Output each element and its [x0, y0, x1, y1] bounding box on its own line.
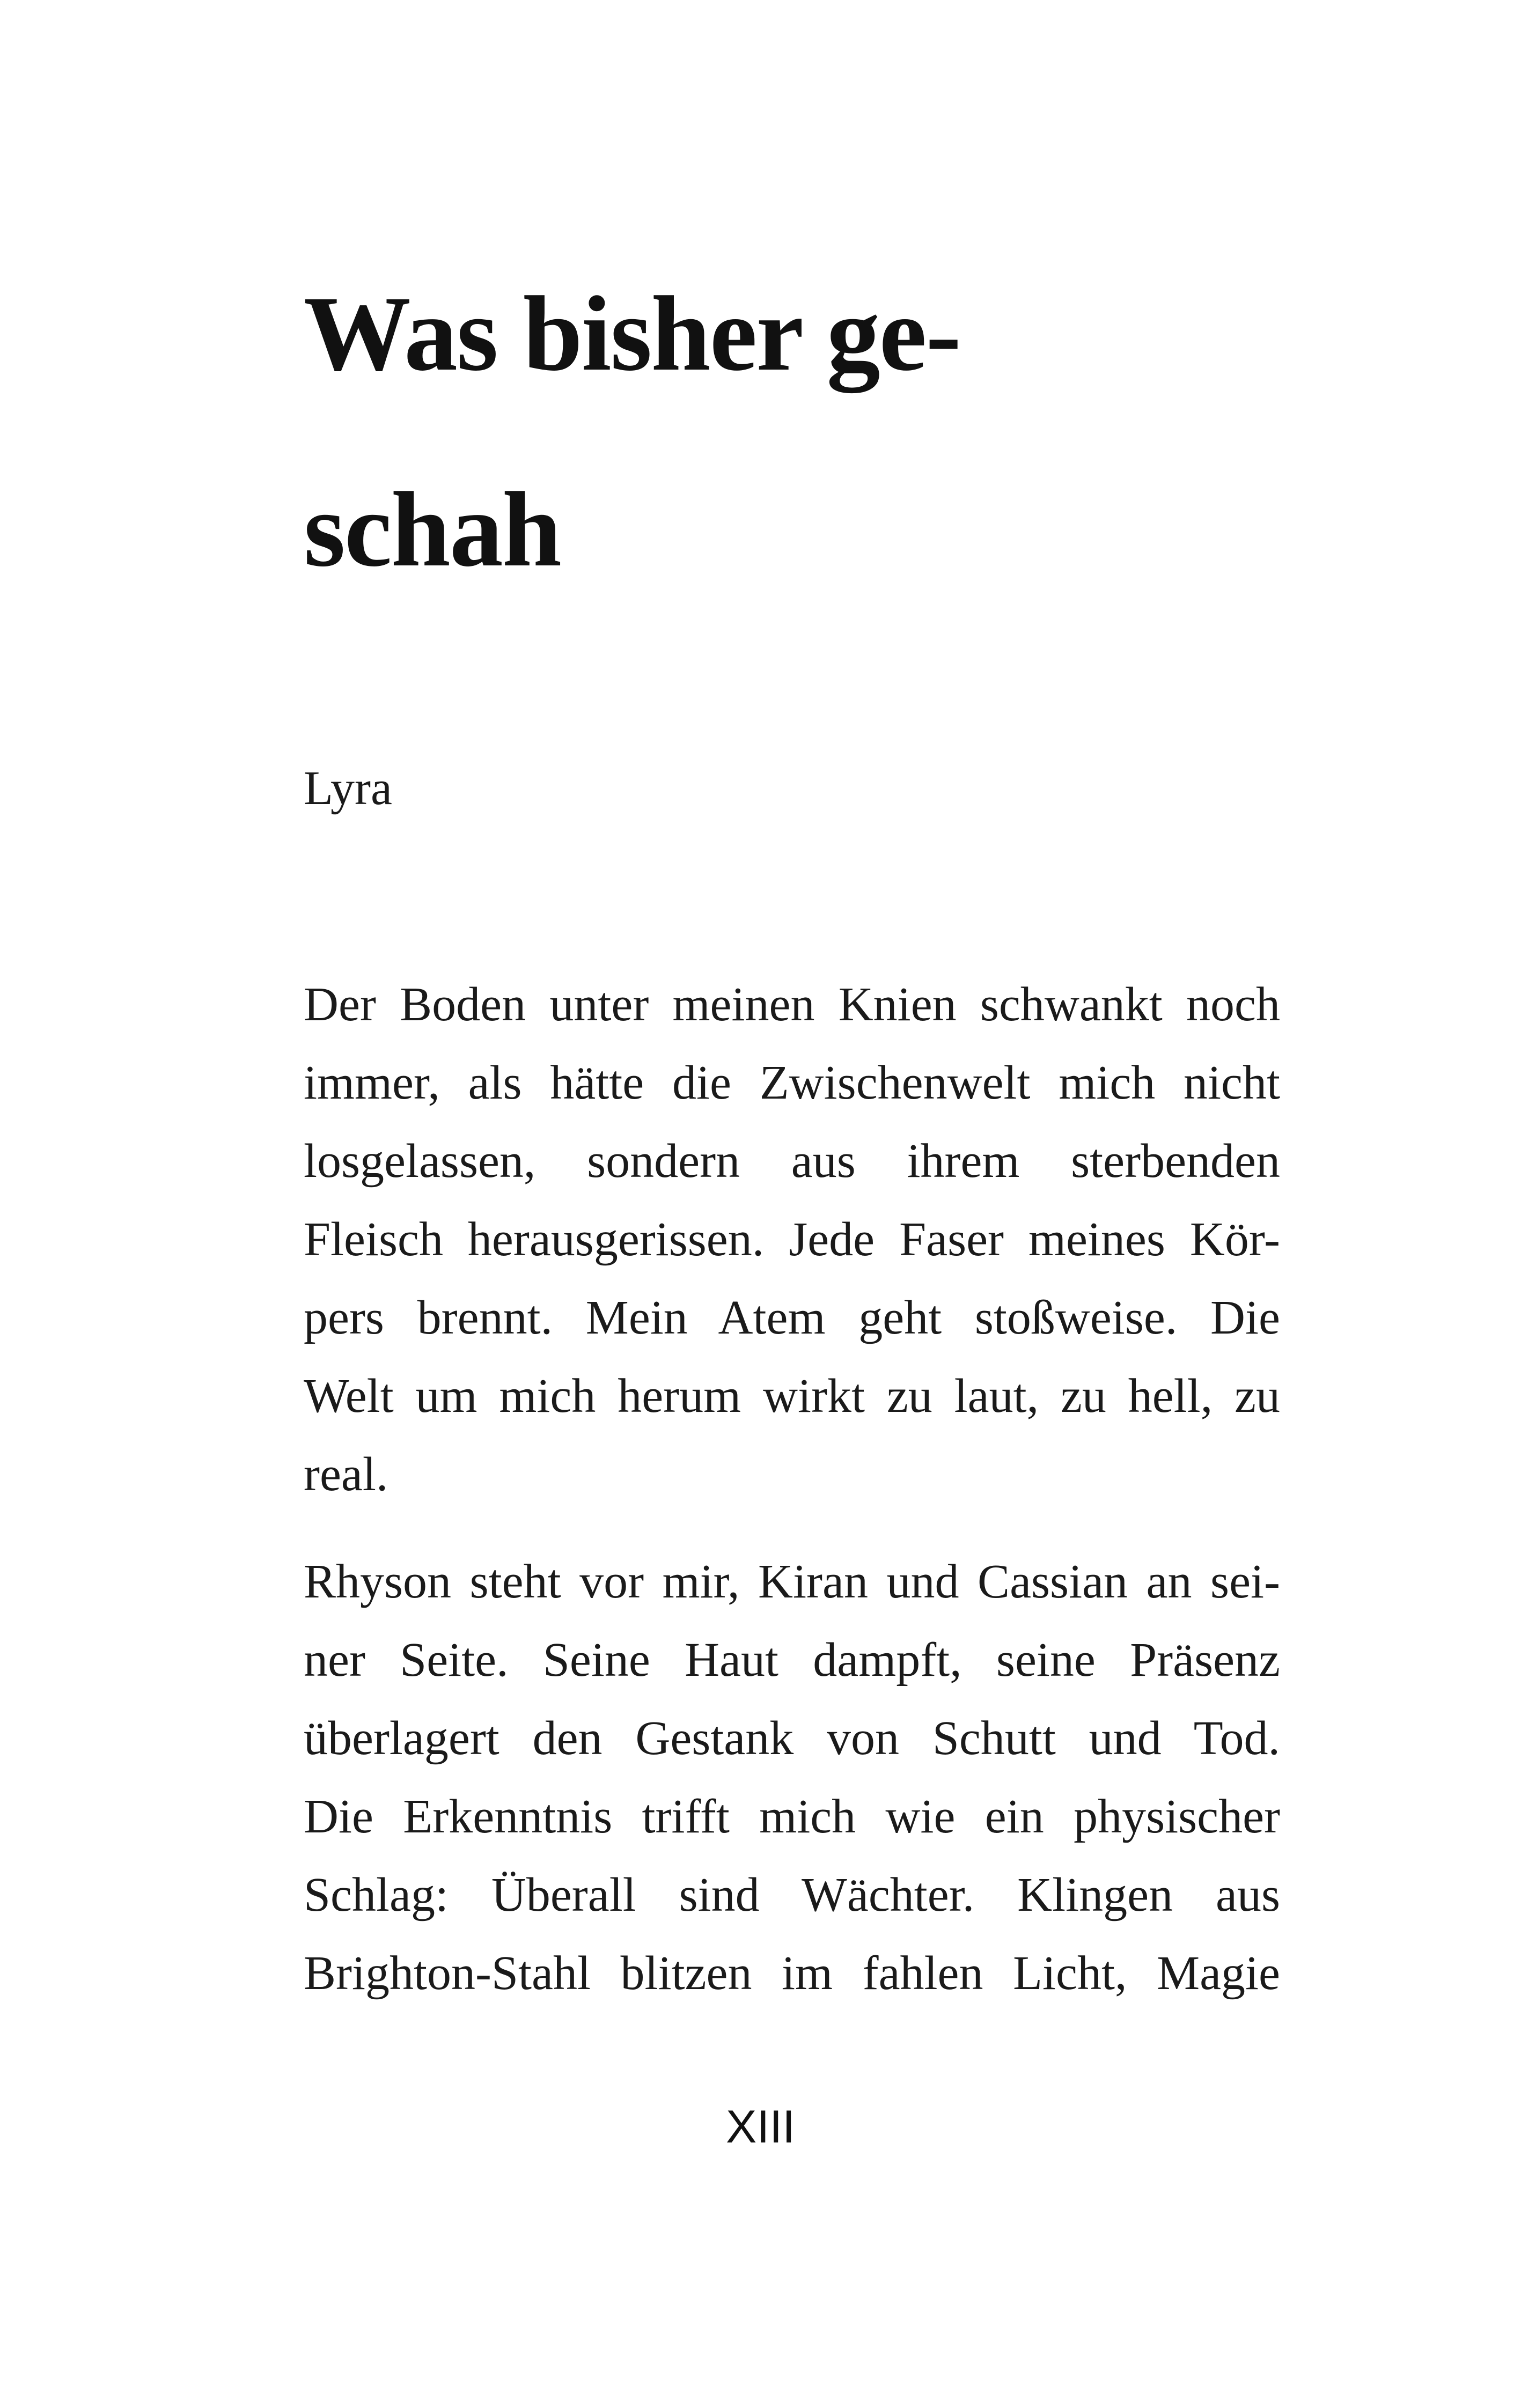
text-line: ner Seite. Seine Haut dampft, seine Präsenz — [304, 1633, 1280, 1687]
text-line: Fleisch herausgerissen. Jede Faser meines Kör- — [304, 1213, 1280, 1266]
body-text — [304, 966, 1280, 2042]
paragraph-1 — [304, 966, 1280, 1514]
page-number: XIII — [725, 2101, 796, 2153]
text-line: immer, als hätte die Zwischenwelt mich nicht — [304, 1056, 1280, 1109]
text-line: Die Erkenntnis trifft mich wie ein physischer — [304, 1790, 1280, 1843]
chapter-title-line-1: Was bisher ge- — [304, 275, 960, 393]
text-line: real. — [304, 1448, 388, 1501]
chapter-title — [304, 236, 1323, 628]
text-line: Welt um mich herum wirkt zu laut, zu hell, zu — [304, 1369, 1280, 1423]
pov-character-name: Lyra — [304, 762, 392, 815]
text-line: Brighton-Stahl blitzen im fahlen Licht, Magie — [304, 1947, 1280, 2000]
text-line: Schlag: Überall sind Wächter. Klingen aus — [304, 1868, 1280, 1921]
paragraph-2 — [304, 1543, 1280, 2013]
text-line: Rhyson steht vor mir, Kiran und Cassian an sei- — [304, 1555, 1280, 1608]
text-line: losgelassen, sondern aus ihrem sterbenden — [304, 1135, 1280, 1188]
chapter-title-line-2: schah — [304, 470, 561, 589]
text-line: überlagert den Gestank von Schutt und Tod. — [304, 1712, 1280, 1765]
text-line: Der Boden unter meinen Knien schwankt noch — [304, 978, 1280, 1031]
text-line: pers brennt. Mein Atem geht stoßweise. Die — [304, 1291, 1280, 1344]
